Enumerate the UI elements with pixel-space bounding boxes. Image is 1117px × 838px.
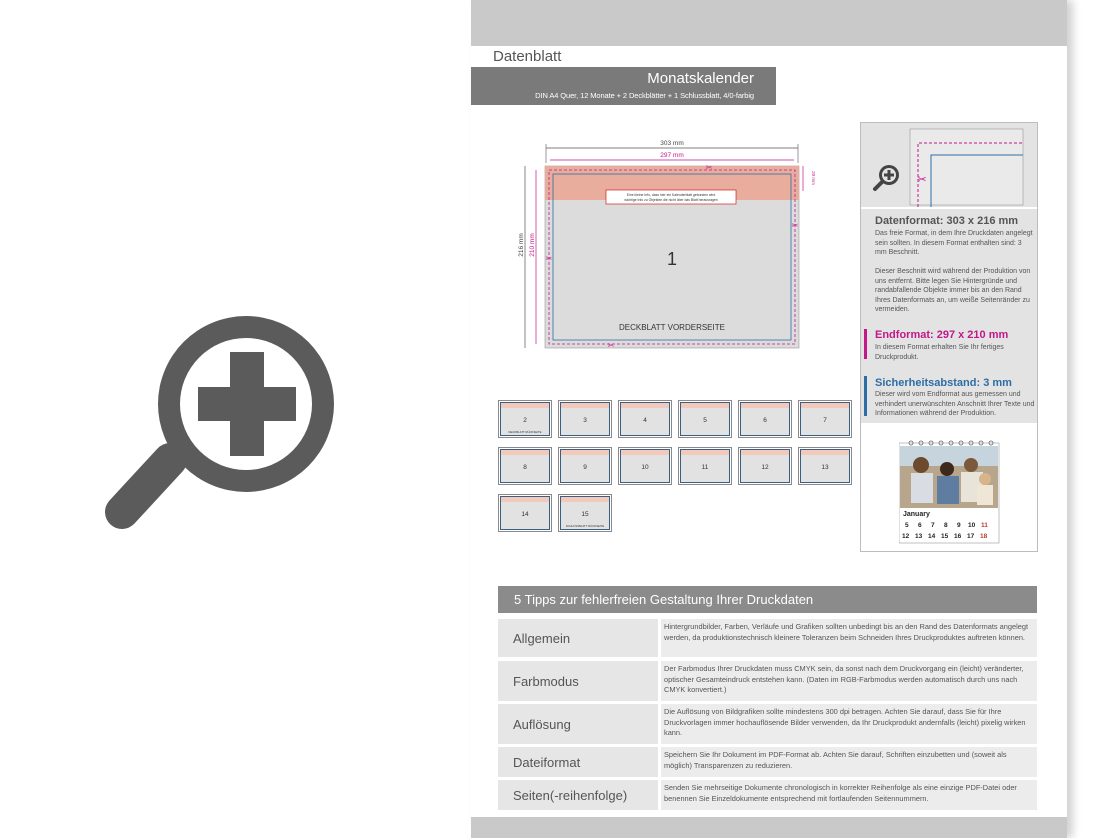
tip-label: Allgemein: [498, 619, 658, 657]
page-thumbnail: [798, 447, 852, 485]
endformat-title: Endformat: 297 x 210 mm: [875, 329, 1009, 341]
page-number: 7: [823, 417, 827, 424]
page-thumbnail: [558, 400, 612, 438]
page-thumbnail-area: [620, 402, 670, 436]
calendar-day: 9: [957, 522, 961, 529]
cover-label: DECKBLATT VORDERSEITE: [619, 323, 725, 332]
calendar-day: 10: [968, 522, 976, 529]
zoom-in-icon: [875, 165, 899, 189]
tip-text: Speichern Sie Ihr Dokument im PDF-Format ab. Achten Sie darauf, Schriften einzubetten und (soweit als möglich) Transparenzen zu reduzieren.: [661, 747, 1037, 777]
tip-label: Seiten(-reihenfolge): [498, 780, 658, 810]
product-subtitle: DIN A4 Quer, 12 Monate + 2 Deckblätter + 1 Schlussblatt, 4/0-farbig: [535, 91, 754, 100]
page-number: 15: [581, 511, 589, 518]
page-thumbnail-area: [740, 449, 790, 483]
scissors-icon: ✂: [545, 254, 553, 263]
sicherheit-marker: [864, 376, 867, 416]
calendar-day: 13: [915, 533, 923, 540]
cover-note-line2: wichtige Info zu Objekten die nicht über das Blatt herausragen: [624, 198, 718, 202]
page-thumbnail: [558, 447, 612, 485]
page-thumbnail-band: [681, 450, 729, 455]
calendar-day: 12: [902, 533, 910, 540]
page-thumbnail-band: [621, 450, 669, 455]
page-thumbnail-band: [621, 403, 669, 408]
page-number: 4: [643, 417, 647, 424]
page-thumbnail: [738, 447, 792, 485]
tip-label: Farbmodus: [498, 661, 658, 701]
datenformat-title: Datenformat: 303 x 216 mm: [875, 215, 1019, 227]
page-number: 9: [583, 464, 587, 471]
page-thumbnail: [618, 447, 672, 485]
page-thumbnail: [618, 400, 672, 438]
product-header: [471, 67, 776, 105]
page-number: 5: [703, 417, 707, 424]
page-thumbnail-band: [741, 403, 789, 408]
page-thumbnail-area: [740, 402, 790, 436]
page-number: 13: [821, 464, 829, 471]
dim-inner-height: 210 mm: [529, 233, 536, 257]
tip-text: Die Auflösung von Bildgrafiken sollte mindestens 300 dpi betragen. Achten Sie darauf, dass Sie für Ihre Druckvorlagen immer hochauflösende Bilder verwenden, da Ihr Druckprodukt andernfalls (leicht) pixelig wirken kann.: [661, 704, 1037, 744]
page-thumbnail-band: [561, 497, 609, 502]
calendar-day: 18: [980, 533, 988, 540]
calendar-product-image: [899, 439, 1001, 545]
page-number: 3: [583, 417, 587, 424]
calendar-day: 16: [954, 533, 962, 540]
sicherheit-text: Dieser wird vom Endformat aus gemessen und verhindert unerwünschten Anschnitt Ihrer Texte und Informationen während der Produktion.: [875, 391, 1035, 418]
page-thumbnail-band: [801, 403, 849, 408]
dim-outer-height: 216 mm: [518, 233, 525, 257]
page-thumbnail-area: [500, 402, 550, 436]
page-thumbnail-area: [800, 402, 850, 436]
dim-outer-width: 303 mm: [660, 140, 684, 147]
tip-row: [498, 661, 1037, 701]
calendar-day: 5: [905, 522, 909, 529]
page-thumbnail: [498, 400, 552, 438]
page-thumbnail-area: [500, 496, 550, 530]
calendar-day: 14: [928, 533, 936, 540]
endformat-text: In diesem Format erhalten Sie Ihr fertiges Druckprodukt.: [875, 344, 1004, 361]
cover-page-number: 1: [666, 249, 678, 269]
page-thumbnail-band: [501, 403, 549, 408]
page-number: 12: [761, 464, 769, 471]
page-thumbnail-band: [561, 450, 609, 455]
page-number: 11: [701, 464, 709, 471]
page-thumbnail-band: [561, 403, 609, 408]
page-number: 14: [521, 511, 529, 518]
scissors-icon: ✂: [607, 341, 615, 350]
datenformat-text2: Dieser Beschnitt wird während der Produktion von uns entfernt. Bitte legen Sie Hintergründe und randabfallende Objekte immer bis an den Rand Ihres Datenformats an, um weiße Seitenränder zu vermeiden.: [875, 268, 1031, 314]
page-caption: DECKBLATT RÜCKSEITE: [508, 430, 542, 434]
page-thumbnails: [498, 400, 858, 540]
scissors-icon: ✂: [705, 163, 713, 172]
tip-row: [498, 619, 1037, 657]
page-number: 8: [523, 464, 527, 471]
page-number: 10: [641, 464, 649, 471]
calendar-day: 6: [918, 522, 922, 529]
calendar-day: 7: [931, 522, 935, 529]
calendar-day: 8: [944, 522, 948, 529]
page-thumbnail: [798, 400, 852, 438]
datenformat-text1: Das freie Format, in dem Ihre Druckdaten angelegt sein sollten. In diesem Format enthalten sind: 3 mm Beschnitt.: [875, 230, 1033, 257]
dim-inner-width: 297 mm: [660, 152, 684, 159]
page-thumbnail-band: [741, 450, 789, 455]
calendar-day: 17: [967, 533, 975, 540]
calendar-day: 15: [941, 533, 949, 540]
page-thumbnail-band: [681, 403, 729, 408]
page-thumbnail: [678, 400, 732, 438]
tip-text: Der Farbmodus Ihrer Druckdaten muss CMYK sein, da sonst nach dem Druckvorgang ein (leicht) veränderter, optischer Gesamteindruck entstehen kann. (Daten im RGB-Farbmodus werden automatisch durch uns nach CMYK konvertiert.): [661, 661, 1037, 701]
page-number: 2: [523, 417, 527, 424]
page-thumbnail: [678, 447, 732, 485]
tip-row: [498, 704, 1037, 744]
product-title: Monatskalender: [647, 70, 754, 87]
page-thumbnail: [558, 494, 612, 532]
tip-row: [498, 780, 1037, 810]
tip-row: [498, 747, 1037, 777]
page-thumbnail-area: [680, 449, 730, 483]
scissors-icon: ✂: [917, 174, 927, 186]
tip-text: Senden Sie mehrseitige Dokumente chronologisch in korrekter Reihenfolge als eine einzige PDF-Datei oder benennen Sie Einzeldokumente entsprechend mit fortlaufenden Seitennummern.: [661, 780, 1037, 810]
page-thumbnail-area: [560, 402, 610, 436]
page-thumbnail-band: [501, 497, 549, 502]
page-thumbnail-area: [560, 496, 610, 530]
page-thumbnail-area: [680, 402, 730, 436]
page-number: 6: [763, 417, 767, 424]
page-thumbnail-area: [800, 449, 850, 483]
dim-band: 20 mm: [811, 171, 816, 185]
page-thumbnail-band: [501, 450, 549, 455]
page-thumbnail: [498, 494, 552, 532]
tip-text: Hintergrundbilder, Farben, Verläufe und Grafiken sollten unbedingt bis an den Rand des Datenformats angelegt werden, da produktionstechnisch kleinere Toleranzen beim Schneiden Ihres Druckproduktes auftreten können.: [661, 619, 1037, 657]
datasheet-tab: Datenblatt: [471, 46, 591, 67]
sicherheit-title: Sicherheitsabstand: 3 mm: [875, 377, 1012, 389]
endformat-marker: [864, 329, 867, 359]
tips-heading: 5 Tipps zur fehlerfreien Gestaltung Ihrer Druckdaten: [498, 586, 1037, 613]
page-thumbnail-area: [560, 449, 610, 483]
page-thumbnail-area: [500, 449, 550, 483]
calendar-month: January: [903, 511, 930, 518]
page-bottom-band: [471, 817, 1067, 838]
page-thumbnail: [738, 400, 792, 438]
scissors-icon: ✂: [791, 221, 799, 230]
datasheet-page: [471, 0, 1067, 838]
zoom-in-icon[interactable]: [100, 312, 360, 552]
format-detail-thumbnail: [861, 123, 1037, 207]
tip-label: Dateiformat: [498, 747, 658, 777]
page-thumbnail-area: [620, 449, 670, 483]
calendar-day: 11: [981, 522, 988, 529]
tip-label: Auflösung: [498, 704, 658, 744]
cover-note-line1: Eine kleine Info, dass hier ein Kalenderblatt gebunden wird: [626, 193, 716, 197]
info-panel: [860, 122, 1038, 552]
format-info-area: [861, 209, 1037, 423]
page-top-band: [471, 0, 1067, 46]
page-thumbnail-band: [801, 450, 849, 455]
page-caption: SCHLUSSBLATT RÜCKSEITE: [565, 524, 605, 528]
page-thumbnail: [498, 447, 552, 485]
cover-page-diagram: [516, 133, 826, 358]
